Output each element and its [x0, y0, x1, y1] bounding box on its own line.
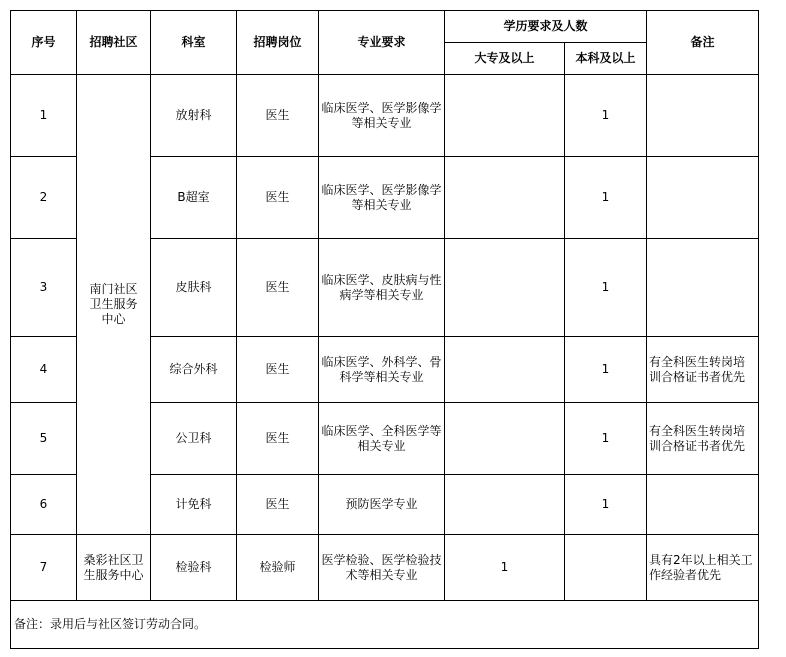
cell-position: 医生 [237, 475, 319, 535]
cell-seq: 1 [11, 75, 77, 157]
cell-bachelor: 1 [565, 475, 647, 535]
cell-major: 临床医学、皮肤病与性病学等相关专业 [319, 239, 445, 337]
header-remark: 备注 [647, 11, 759, 75]
cell-community: 南门社区卫生服务中心 [77, 75, 151, 535]
cell-community: 桑彩社区卫生服务中心 [77, 535, 151, 601]
cell-major: 临床医学、外科学、骨科学等相关专业 [319, 337, 445, 403]
cell-remark: 具有2年以上相关工作经验者优先 [647, 535, 759, 601]
recruitment-table [10, 10, 759, 649]
header-college: 大专及以上 [445, 43, 565, 75]
header-department: 科室 [151, 11, 237, 75]
cell-department: 公卫科 [151, 403, 237, 475]
cell-college: 1 [445, 535, 565, 601]
cell-department: B超室 [151, 157, 237, 239]
cell-department: 放射科 [151, 75, 237, 157]
cell-remark: 有全科医生转岗培训合格证书者优先 [647, 403, 759, 475]
cell-remark [647, 75, 759, 157]
cell-position: 医生 [237, 403, 319, 475]
cell-major: 临床医学、医学影像学等相关专业 [319, 75, 445, 157]
table-row [11, 535, 759, 601]
header-bachelor: 本科及以上 [565, 43, 647, 75]
header-community: 招聘社区 [77, 11, 151, 75]
cell-position: 医生 [237, 337, 319, 403]
cell-college [445, 475, 565, 535]
header-education: 学历要求及人数 [445, 11, 647, 43]
cell-bachelor: 1 [565, 75, 647, 157]
cell-remark [647, 157, 759, 239]
cell-college [445, 239, 565, 337]
cell-seq: 4 [11, 337, 77, 403]
cell-position: 医生 [237, 157, 319, 239]
cell-college [445, 403, 565, 475]
cell-department: 计免科 [151, 475, 237, 535]
footnote: 备注：录用后与社区签订劳动合同。 [11, 601, 759, 649]
cell-major: 临床医学、全科医学等相关专业 [319, 403, 445, 475]
cell-college [445, 337, 565, 403]
cell-bachelor: 1 [565, 157, 647, 239]
cell-seq: 5 [11, 403, 77, 475]
cell-seq: 3 [11, 239, 77, 337]
cell-major: 医学检验、医学检验技术等相关专业 [319, 535, 445, 601]
cell-position: 检验师 [237, 535, 319, 601]
cell-bachelor [565, 535, 647, 601]
cell-seq: 2 [11, 157, 77, 239]
cell-seq: 7 [11, 535, 77, 601]
cell-major: 临床医学、医学影像学等相关专业 [319, 157, 445, 239]
cell-department: 综合外科 [151, 337, 237, 403]
header-seq: 序号 [11, 11, 77, 75]
cell-remark: 有全科医生转岗培训合格证书者优先 [647, 337, 759, 403]
cell-remark [647, 239, 759, 337]
cell-bachelor: 1 [565, 239, 647, 337]
cell-major: 预防医学专业 [319, 475, 445, 535]
cell-bachelor: 1 [565, 337, 647, 403]
header-major: 专业要求 [319, 11, 445, 75]
cell-department: 皮肤科 [151, 239, 237, 337]
cell-department: 检验科 [151, 535, 237, 601]
cell-seq: 6 [11, 475, 77, 535]
cell-college [445, 157, 565, 239]
cell-remark [647, 475, 759, 535]
cell-position: 医生 [237, 239, 319, 337]
header-position: 招聘岗位 [237, 11, 319, 75]
cell-position: 医生 [237, 75, 319, 157]
cell-bachelor: 1 [565, 403, 647, 475]
table-row [11, 75, 759, 157]
cell-college [445, 75, 565, 157]
